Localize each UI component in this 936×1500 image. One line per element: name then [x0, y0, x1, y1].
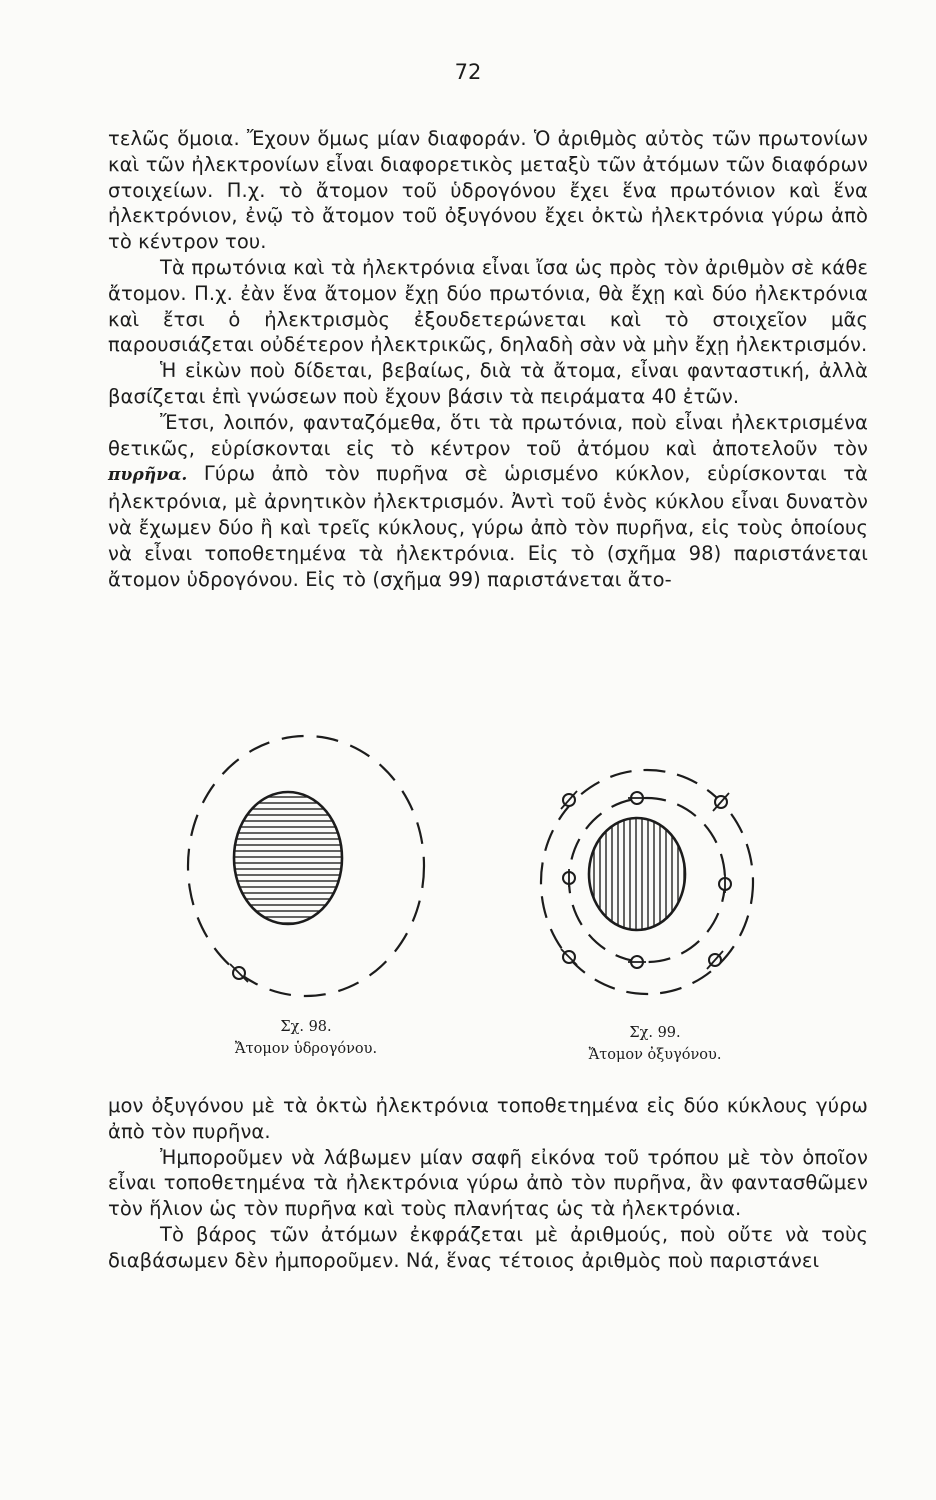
electron — [628, 956, 646, 968]
electron — [561, 791, 577, 809]
paragraph-nucleus — [108, 410, 868, 593]
hydrogen-atom-diagram — [176, 728, 436, 1000]
paragraph: μον ὀξυγόνου μὲ τὰ ὀκτὼ ἠλεκτρόνια τοποθετημένα εἰς δύο κύκλους γύρω ἀπὸ τὸν πυρῆνα. — [108, 1094, 868, 1143]
paragraph-text: Γύρω ἀπὸ τὸν πυρῆνα σὲ ὡρισμένο κύκλον, εὑρίσκονται τὰ ἠλεκτρόνια, μὲ ἀρνητικὸν ἠλεκτρισμόν. Ἀντὶ τοῦ ἑνὸς κύκλου εἶναι δυνατὸν νὰ ἔχωμεν δύο ἢ καὶ τρεῖς κύκλους, γύρω ἀπὸ τὸν πυρῆνα, εἰς τοὺς ὁποίους νὰ εἶναι τοποθετημένα τὰ ἠλεκτρόνια. Εἰς τὸ (σχῆμα 98) παριστάνεται ἄτομον ὑδρογόνου. Εἰς τὸ (σχῆμα 99) παριστάνεται ἄτο- — [108, 462, 868, 591]
body-text-top — [108, 126, 868, 592]
electron — [230, 964, 248, 982]
paragraph: τελῶς ὅμοια. Ἔχουν ὅμως μίαν διαφοράν. Ὁ ἀριθμὸς αὐτὸς τῶν πρωτονίων καὶ τῶν ἠλεκτρονίων εἶναι διαφορετικὸς μεταξὺ τῶν ἀτόμων τῶν διαφόρων στοιχείων. Π.χ. τὸ ἄτομον τοῦ ὑδρογόνου ἔχει ἕνα πρωτόνιον καὶ ἕνα ἠλεκτρόνιον, ἐνῷ τὸ ἄτομον τοῦ ὀξυγόνου ἔχει ὀκτὼ ἠλεκτρόνια γύρω ἀπὸ τὸ κέντρον του. — [108, 127, 868, 254]
figure-hydrogen-atom — [176, 728, 436, 1000]
paragraph: Ἡ εἰκὼν ποὺ δίδεται, βεβαίως, διὰ τὰ ἄτομα, εἶναι φανταστική, ἀλλὰ βασίζεται ἐπὶ γνώσεων ποὺ ἔχουν βάσιν τὰ πειράματα 40 ἐτῶν. — [108, 359, 868, 408]
oxygen-atom-diagram — [525, 762, 785, 1002]
electron — [707, 951, 723, 969]
paragraph: Τὸ βάρος τῶν ἀτόμων ἐκφράζεται μὲ ἀριθμούς, ποὺ οὔτε νὰ τοὺς διαβάσωμεν δὲν ἠμποροῦμεν. Νά, ἕνας τέτοιος ἀριθμὸς ποὺ παριστάνει — [108, 1222, 868, 1272]
electron — [561, 949, 577, 965]
figure-99-caption — [525, 1022, 785, 1066]
paragraph: Τὰ πρωτόνια καὶ τὰ ἠλεκτρόνια εἶναι ἴσα ὡς πρὸς τὸν ἀριθμὸν σὲ κάθε ἄτομον. Π.χ. ἐὰν ἕνα ἄτομον ἔχῃ δύο πρωτόνια, θὰ ἔχῃ καὶ δύο ἠλεκτρόνια καὶ ἔτσι ὁ ἠλεκτρισμὸς ἐξουδετερώνεται καὶ τὸ στοιχεῖον μᾶς παρουσιάζεται οὐδέτερον ἠλεκτρικῶς, δηλαδὴ σὰν νὰ μὴν ἔχῃ ἠλεκτρισμόν. — [108, 255, 868, 357]
figure-title: Ἄτομον ὑδρογόνου. — [234, 1041, 378, 1057]
page-number: 72 — [454, 60, 482, 84]
figure-number: Σχ. 99. — [629, 1025, 681, 1041]
nucleus — [589, 818, 685, 930]
electron — [719, 875, 731, 893]
figure-number: Σχ. 98. — [280, 1019, 332, 1035]
body-text-bottom — [108, 1093, 868, 1274]
electron — [628, 792, 646, 804]
emphasized-term: πυρῆνα. — [108, 465, 188, 486]
nucleus — [234, 792, 342, 924]
figure-title: Ἄτομον ὀξυγόνου. — [588, 1047, 722, 1063]
figure-98-caption — [176, 1016, 436, 1060]
electron — [563, 869, 575, 887]
figure-oxygen-atom — [525, 762, 785, 1002]
paragraph-text: Ἔτσι, λοιπόν, φανταζόμεθα, ὅτι τὰ πρωτόνια, ποὺ εἶναι ἠλεκτρισμένα θετικῶς, εὑρίσκονται εἰς τὸ κέντρον τοῦ ἀτόμου καὶ ἀποτελοῦν τὸν — [108, 410, 868, 460]
paragraph: Ἠμποροῦμεν νὰ λάβωμεν μίαν σαφῆ εἰκόνα τοῦ τρόπου μὲ τὸν ὁποῖον εἶναι τοποθετημένα τὰ ἠλεκτρόνια γύρω ἀπὸ τὸν πυρῆνα, ἂν φαντασθῶμεν τὸν ἥλιον ὡς τὸν πυρῆνα καὶ τοὺς πλανήτας ὡς τὰ ἠλεκτρόνια. — [108, 1145, 868, 1221]
